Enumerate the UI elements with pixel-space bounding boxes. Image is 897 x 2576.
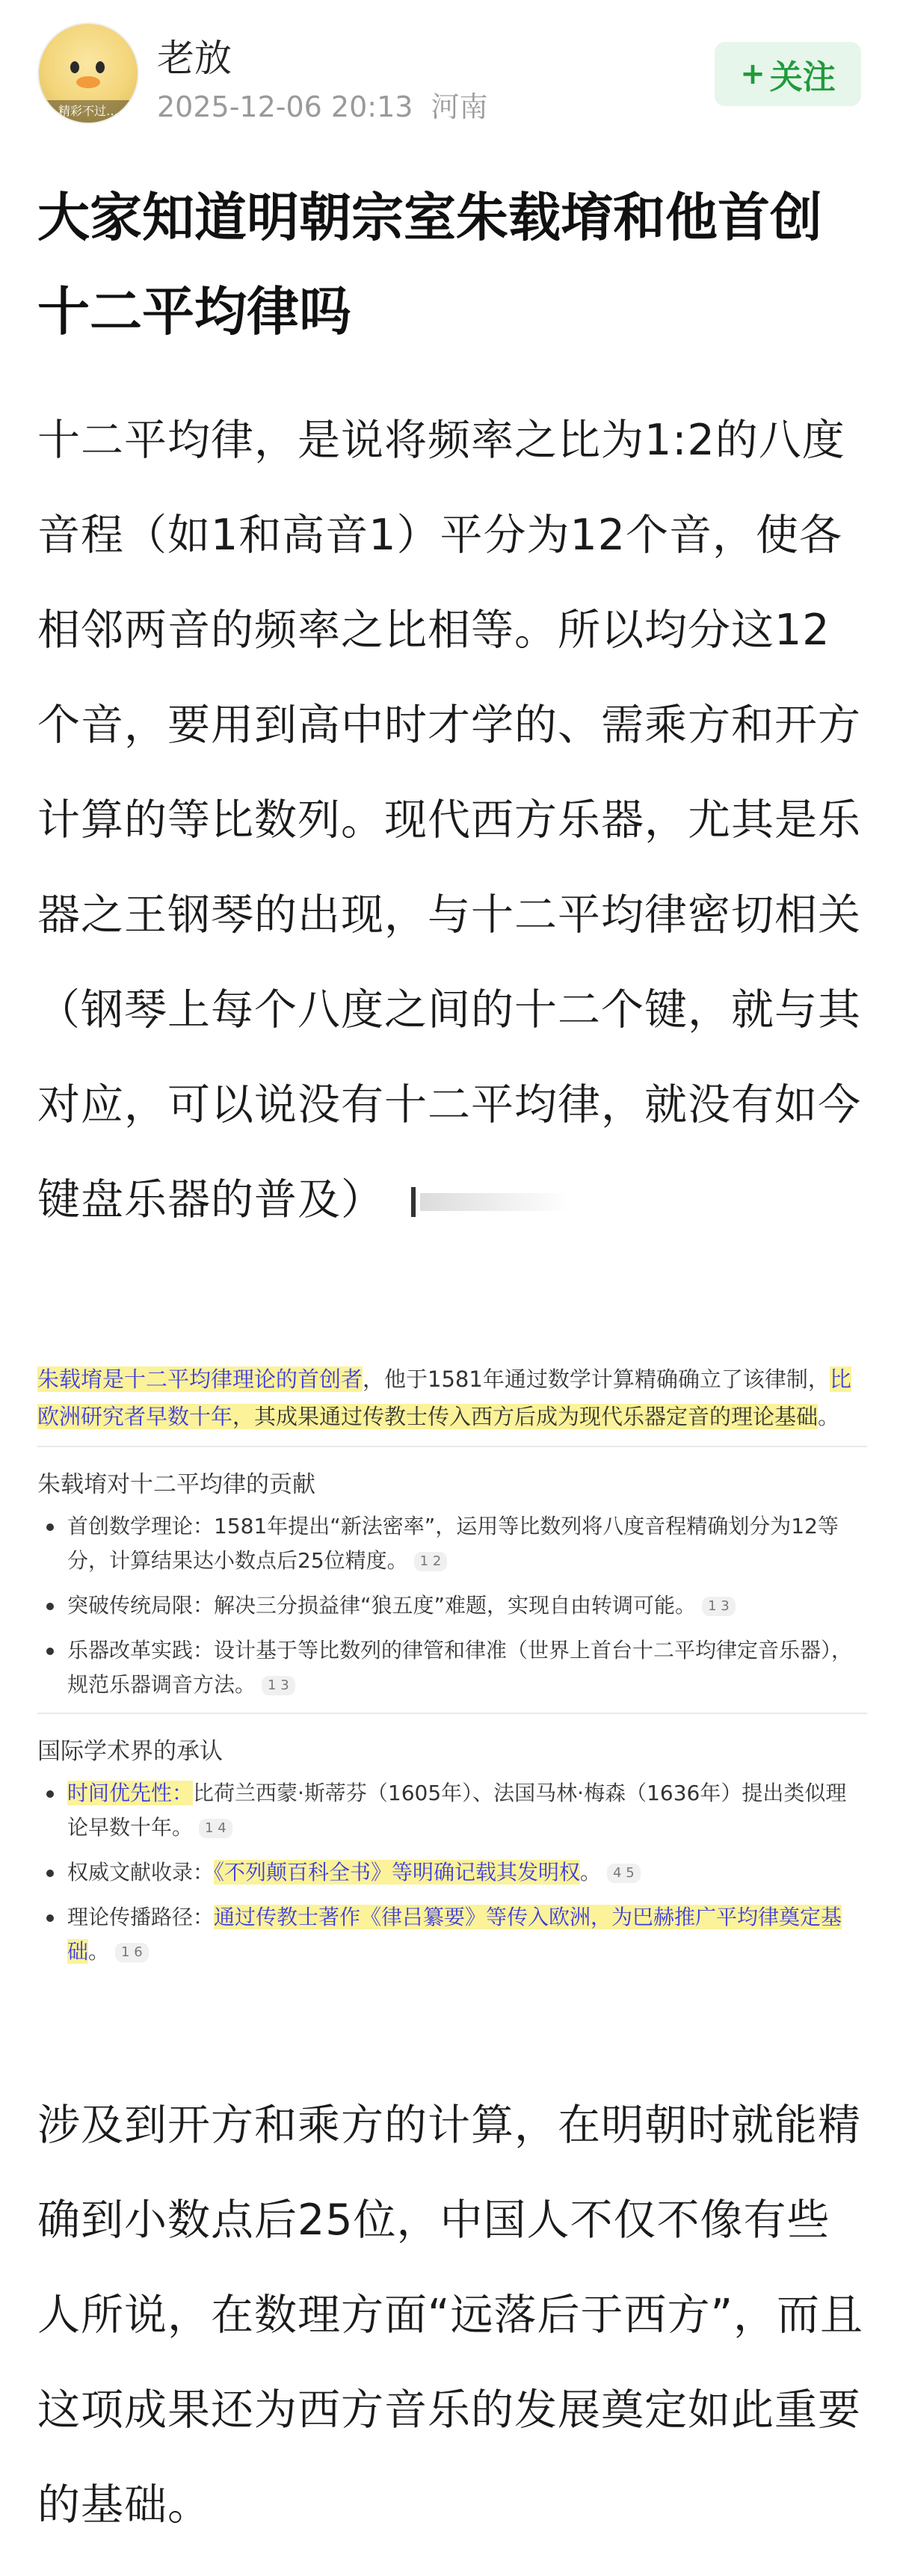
recognition-list <box>37 1776 867 1969</box>
cursor-fade <box>420 1193 570 1211</box>
highlight-text: 比欧洲研究者早数十年 <box>37 1366 851 1429</box>
list-item-text: 突破传统局限：解决三分损益律“狼五度”难题，实现自由转调可能。 <box>67 1593 697 1618</box>
reference-badge[interactable]: 1 3 <box>262 1676 295 1695</box>
reference-badge[interactable]: 1 3 <box>702 1597 736 1616</box>
highlight-text: 朱载堉是十二平均律理论的首创者 <box>37 1366 363 1392</box>
avatar-eye <box>70 61 79 73</box>
list-item <box>37 1776 867 1845</box>
reference-badge[interactable]: 1 4 <box>199 1819 232 1838</box>
reference-badge[interactable]: 1 6 <box>115 1943 149 1962</box>
list-item <box>37 1509 867 1578</box>
author-name[interactable]: 老放 <box>157 37 232 80</box>
article-paragraph-2: 涉及到开方和乘方的计算，在明朝时就能精确到小数点后25位，中国人不仅不像有些人所说，在数理方面“远落后于西方”，而且这项成果还为西方音乐的发展奠定如此重要的基础。 <box>37 2101 864 2530</box>
divider <box>37 1713 867 1714</box>
follow-label: 关注 <box>769 58 836 96</box>
text-cursor <box>411 1187 416 1217</box>
post-header <box>0 0 897 150</box>
paragraph-text: 十二平均律，是说将频率之比为1:2的八度音程（如1和高音1）平分为12个音，使各相邻两音的频率之比相等。所以均分这12个音，要用到高中时才学的、需乘方和开方计算的等比数列。现代西方乐器，尤其是乐器之王钢琴的出现，与十二平均律密切相关（钢琴上每个八度之间的十二个键，就与其对应，可以说没有十二平均律，就没有如今键盘乐器的普及） <box>37 416 861 1224</box>
list-item-text: 乐器改革实践：设计基于等比数列的律管和律准（世界上首台十二平均律定音乐器），规范乐器调音方法。 <box>67 1638 853 1697</box>
reference-badge[interactable]: 1 2 <box>414 1552 448 1571</box>
list-item-text: 首创数学理论：1581年提出“新法密率”，运用等比数列将八度音程精确划分为12等分，计算结果达小数点后25位精度。 <box>67 1514 839 1573</box>
list-item <box>37 1633 867 1702</box>
article-paragraph-1 <box>37 393 867 1248</box>
avatar-beak <box>76 76 100 88</box>
list-item-text: 。 <box>88 1939 110 1964</box>
follow-button[interactable] <box>715 42 861 106</box>
author-avatar[interactable] <box>37 22 139 124</box>
reference-badge[interactable]: 4 5 <box>607 1864 641 1883</box>
plus-icon: + <box>740 57 765 91</box>
embed-summary <box>37 1361 867 1435</box>
bullet-dot <box>46 1523 54 1531</box>
bullet-dot <box>46 1648 54 1655</box>
avatar-eye <box>96 61 105 73</box>
list-item-text: 比荷兰西蒙·斯蒂芬（1605年）、法国马林·梅森（1636年）提出类似理论早数十年。 <box>67 1781 847 1840</box>
highlight-text: ，其成果通过传教士传入西方后成为现代乐器定音的理论基础 <box>232 1404 819 1429</box>
list-item-label: 权威文献收录： <box>67 1860 215 1885</box>
section-title: 朱载堉对十二平均律的贡献 <box>37 1471 315 1498</box>
post-location: 河南 <box>431 90 488 123</box>
contribution-list <box>37 1509 867 1702</box>
list-item <box>37 1855 867 1890</box>
list-item <box>37 1589 867 1623</box>
highlight-text: 通过传教士著作《律吕纂要》等传入欧洲，为巴赫推广平均律奠定基础 <box>67 1905 842 1964</box>
divider <box>37 1446 867 1447</box>
summary-text: ，他于1581年通过数学计算精确确立了该律制， <box>363 1366 830 1392</box>
bullet-dot <box>46 1603 54 1610</box>
article-title: 大家知道明朝宗室朱载堉和他首创十二平均律吗 <box>37 187 822 342</box>
avatar-tag: 精彩不过… <box>39 100 138 123</box>
bullet-dot <box>46 1870 54 1877</box>
list-item <box>37 1900 867 1969</box>
list-item-text: 。 <box>580 1860 602 1885</box>
embedded-screenshot <box>37 1361 867 2018</box>
summary-text: 。 <box>818 1404 840 1429</box>
post-timestamp: 2025-12-06 20:13 <box>157 90 413 123</box>
list-item-label: 理论传播路径： <box>67 1905 215 1929</box>
highlight-text: 《不列颠百科全书》等明确记载其发明权 <box>214 1860 581 1885</box>
bullet-dot <box>46 1914 54 1922</box>
section-title: 国际学术界的承认 <box>37 1738 223 1765</box>
highlight-text: 时间优先性： <box>67 1781 194 1805</box>
bullet-dot <box>46 1790 54 1798</box>
post-meta <box>157 84 488 125</box>
